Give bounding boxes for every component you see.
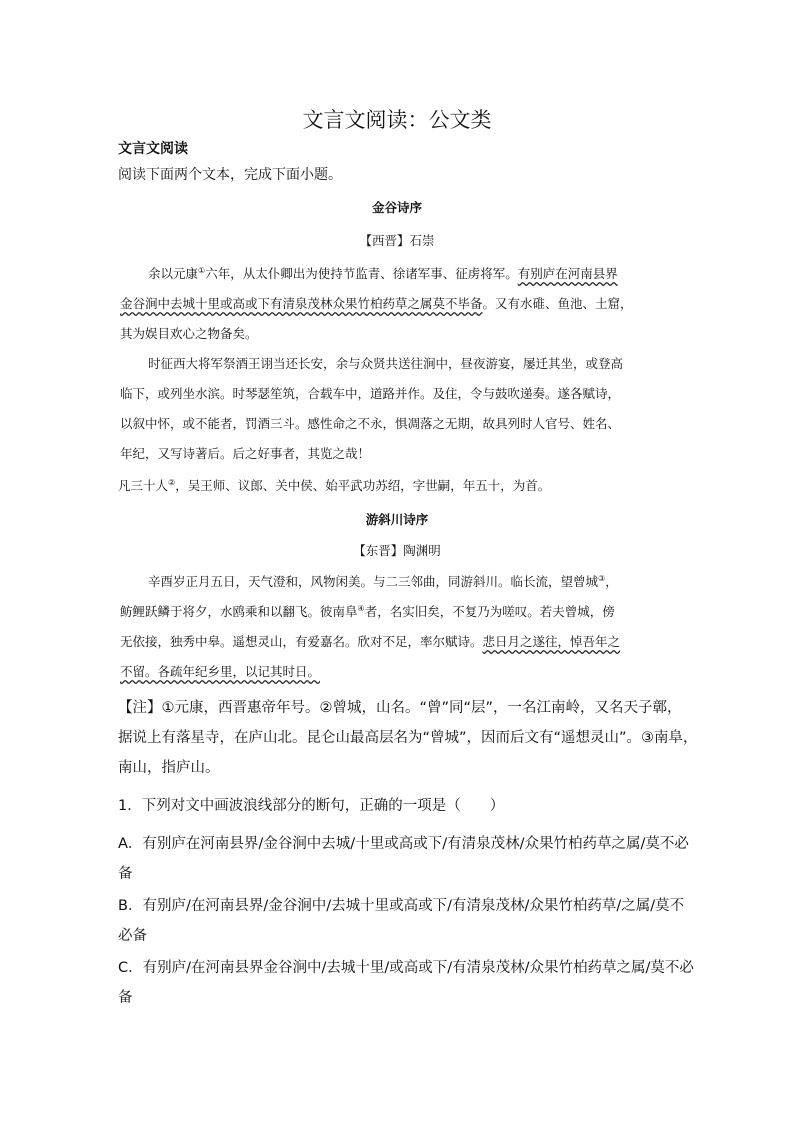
footnote-marker: ② [168,477,176,487]
text-span: 余以元康 [148,266,199,281]
text2-line2 [120,602,615,620]
notes-line3: 南山，指庐山。 [118,760,220,776]
text-span: 。又有水碓、鱼池、土窟， [482,296,633,311]
option-c-line1[interactable]: C．有别庐/在河南县界金谷涧中/去城十里/或高或下/有清泉茂林/众果竹柏药草之属/莫不必 [118,960,694,976]
option-a-line1[interactable]: A．有别庐在河南县界/金谷涧中去城/十里或高或下/有清泉茂林/众果竹柏药草之属/莫不必 [118,836,689,852]
wavy-underlined-text: 有别庐在河南县界 [517,266,618,281]
text1-para2-line3: 以叙中怀，或不能者，罚酒三斗。感性命之不永，惧凋落之无期，故具列时人官号、姓名、 [120,416,621,431]
text2-line4 [120,662,320,680]
section-label: 文言文阅读 [118,141,188,157]
text1-para1-line3: 其为娱目欢心之物备矣。 [120,326,258,341]
wavy-underlined-text: 金谷涧中去城十里或高或下有清泉茂林众果竹柏药草之属莫不毕备 [120,296,483,311]
text1-para2-line2: 临下，或列坐水滨。时琴瑟笙筑，合载车中，道路并作。及住，令与鼓吹递奏。遂各赋诗， [120,386,621,401]
text-span: 辛酉岁正月五日，天气澄和，风物闲美。与二三邻曲，同游斜川。临长流，望曾城 [148,574,599,589]
text-span: ， [605,574,618,589]
text2-title: 游斜川诗序 [365,512,429,527]
text-span: 凡三十人 [118,478,169,493]
notes-line2: 据说上有落星寺，在庐山北。昆仑山最高层名为“曾城”，因而后文有“遥想灵山”。③南阜， [118,730,698,746]
text-span: 无依接，独秀中皋。遥想灵山，有爱嘉名。欣对不足，率尔赋诗。 [120,634,483,649]
footnote-marker: ① [198,265,206,275]
option-a-line2[interactable]: 备 [118,866,133,882]
text1-para2-line4: 年纪，又写诗著后。后之好事者，其览之哉！ [120,446,371,461]
option-b-line1[interactable]: B．有别庐/在河南县界/金谷涧中/去城十里或高或下/有清泉茂林/众果竹柏药草/之属/莫不 [118,898,685,914]
text1-author: 【西晋】石崇 [359,233,435,248]
text1-para1-line2 [120,294,633,312]
option-c-line2[interactable]: 备 [118,990,133,1006]
footnote-marker: ④ [357,603,365,613]
question-stem: 1．下列对文中画波浪线部分的断句，正确的一项是（ ） [118,798,505,814]
text2-author: 【东晋】陶渊明 [353,543,441,558]
wavy-underlined-text: 悲日月之遂往，悼吾年之 [482,634,621,649]
page-title: 文言文阅读：公文类 [302,108,492,132]
footnote-marker: ③ [598,573,606,583]
instructions: 阅读下面两个文本，完成下面小题。 [118,167,342,183]
text1-title: 金谷诗序 [371,200,422,215]
text-span: 六年，从太仆卿出为使持节监青、徐诸军事、征虏将军。 [205,266,518,281]
text1-para2-line1: 时征西大将军祭酒王诩当还长安，余与众贤共送往涧中，昼夜游宴，屡迁其坐，或登高 [148,356,624,371]
text1-para1-line1 [148,264,618,282]
text-span: 鲂鲤跃鳞于将夕，水鸥乘和以翻飞。彼南阜 [120,604,358,619]
text2-line3 [120,632,620,650]
option-b-line2[interactable]: 必备 [118,928,147,944]
notes-line1: 【注】①元康，西晋惠帝年号。②曾城，山名。“曾”同“层”，一名江南岭，又名天子鄣， [118,700,682,716]
text-span: ，吴王师、议郎、关中侯、始平武功苏绍，字世嗣，年五十，为首。 [175,478,551,493]
text-span: 者，名实旧矣，不复乃为嗟叹。若夫曾城，傍 [364,604,615,619]
text1-para3 [118,476,550,494]
text2-line1 [148,572,618,590]
wavy-underlined-text: 不留。各疏年纪乡里，以记其时日。 [120,664,321,679]
